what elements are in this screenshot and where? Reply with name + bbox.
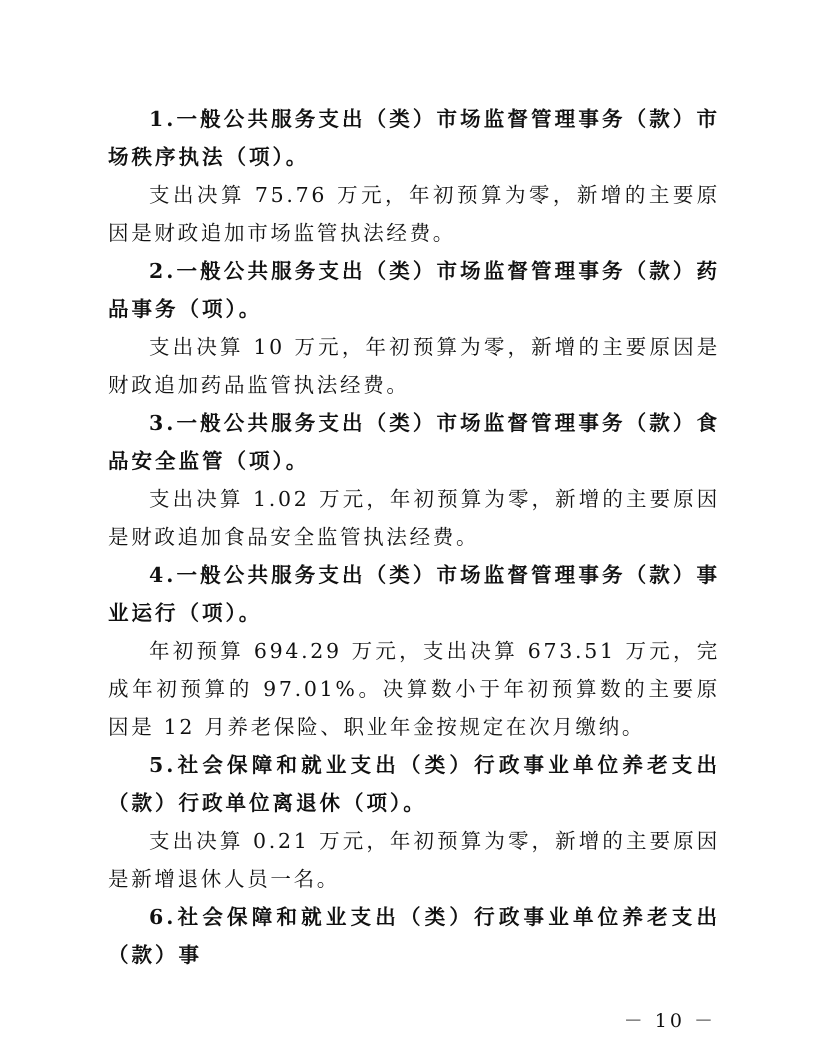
page-number: － 10 － — [623, 1010, 716, 1032]
section-4-text: 年初预算 694.29 万元，支出决算 673.51 万元，完成年初预算的 97.01%。决算数小于年初预算数的主要原因是 12 月养老保险、职业年金按规定在次月缴纳。 — [108, 639, 720, 739]
section-2-heading: 2.一般公共服务支出（类）市场监督管理事务（款）药品事务（项）。 — [108, 259, 720, 321]
section-1-text: 支出决算 75.76 万元，年初预算为零，新增的主要原因是财政追加市场监管执法经费。 — [108, 183, 720, 245]
section-5-text: 支出决算 0.21 万元，年初预算为零，新增的主要原因是新增退休人员一名。 — [108, 829, 720, 891]
section-2-text: 支出决算 10 万元，年初预算为零，新增的主要原因是财政追加药品监管执法经费。 — [108, 335, 720, 397]
document-body — [108, 100, 720, 974]
section-1-heading: 1.一般公共服务支出（类）市场监督管理事务（款）市场秩序执法（项）。 — [108, 107, 720, 169]
section-6-heading: 6.社会保障和就业支出（类）行政事业单位养老支出（款）事 — [108, 905, 720, 967]
section-3-text: 支出决算 1.02 万元，年初预算为零，新增的主要原因是财政追加食品安全监管执法经费。 — [108, 487, 720, 549]
section-3-heading: 3.一般公共服务支出（类）市场监督管理事务（款）食品安全监管（项）。 — [108, 411, 720, 473]
section-4-heading: 4.一般公共服务支出（类）市场监督管理事务（款）事业运行（项）。 — [108, 563, 720, 625]
section-5-heading: 5.社会保障和就业支出（类）行政事业单位养老支出（款）行政单位离退休（项）。 — [108, 753, 720, 815]
